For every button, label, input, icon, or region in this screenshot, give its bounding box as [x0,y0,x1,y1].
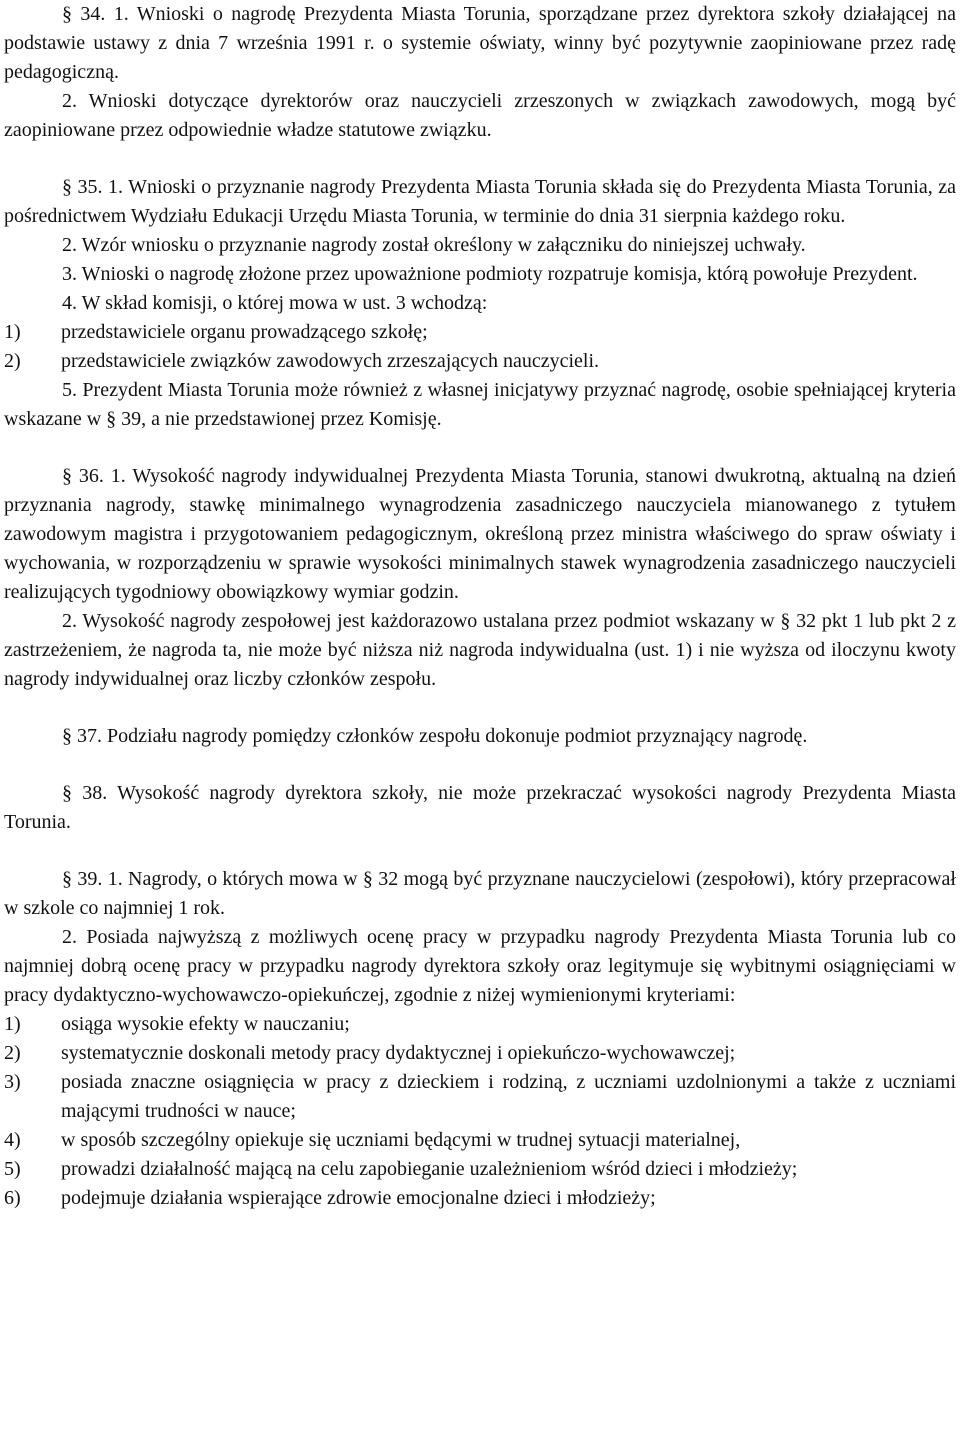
section-38 [4,779,956,837]
list-item-number: 1) [4,321,21,343]
list-item-text: przedstawiciele organu prowadzącego szkołę; [61,321,428,343]
list-item-number: 6) [4,1187,21,1209]
list-item [4,1039,956,1068]
section-gap [4,145,956,173]
paragraph: § 36. 1. Wysokość nagrody indywidualnej Prezydenta Miasta Torunia, stanowi dwukrotną, aktualną na dzień przyznania nagrody, stawkę minimalnego wynagrodzenia zasadniczego nauczyciela mianowanego z tytułem zawodowym magistra i przygotowaniem pedagogicznym, określoną przez ministra właściwego do spraw oświaty i wychowania, w rozporządzeniu w sprawie wysokości minimalnych stawek wynagrodzenia zasadniczego nauczycieli realizujących tygodniowy obowiązkowy wymiar godzin. [4,465,956,603]
paragraph: § 35. 1. Wnioski o przyznanie nagrody Prezydenta Miasta Torunia składa się do Prezydenta Miasta Torunia, za pośrednictwem Wydziału Edukacji Urzędu Miasta Torunia, w terminie do dnia 31 sierpnia każdego roku. [4,176,956,227]
list-item-number: 2) [4,1042,21,1064]
paragraph: § 39. 1. Nagrody, o których mowa w § 32 mogą być przyznane nauczycielowi (zespołowi), który przepracował w szkole co najmniej 1 rok. [4,868,956,919]
paragraph: 2. Wzór wniosku o przyznanie nagrody został określony w załączniku do niniejszej uchwały. [62,234,806,256]
list-item-text: w sposób szczególny opiekuje się uczniami będącymi w trudnej sytuacji materialnej, [61,1129,741,1151]
section-35 [4,173,956,434]
list-item-text: systematycznie doskonali metody pracy dydaktycznej i opiekuńczo-wychowawczej; [61,1042,736,1064]
document-page [4,0,956,1213]
list-item-text: przedstawiciele związków zawodowych zrzeszających nauczycieli. [61,350,600,372]
paragraph: § 34. 1. Wnioski o nagrodę Prezydenta Miasta Torunia, sporządzane przez dyrektora szkoły działającej na podstawie ustawy z dnia 7 września 1991 r. o systemie oświaty, winny być pozytywnie zaopiniowane przez radę pedagogiczną. [4,3,956,83]
list-item-text: podejmuje działania wspierające zdrowie emocjonalne dzieci i młodzieży; [61,1187,656,1209]
section-36 [4,462,956,694]
section-gap [4,837,956,865]
list-item [4,1155,956,1184]
list-item-text: osiąga wysokie efekty w nauczaniu; [61,1013,350,1035]
paragraph: 2. Posiada najwyższą z możliwych ocenę pracy w przypadku nagrody Prezydenta Miasta Torunia lub co najmniej dobrą ocenę pracy w przypadku nagrody dyrektora szkoły oraz legitymuje się wybitnymi osiągnięciami w pracy dydaktyczno-wychowawczo-opiekuńczej, zgodnie z niżej wymienionymi kryteriami: [4,926,956,1006]
paragraph: 4. W skład komisji, o której mowa w ust. 3 wchodzą: [62,292,488,314]
paragraph: 2. Wysokość nagrody zespołowej jest każdorazowo ustalana przez podmiot wskazany w § 32 pkt 1 lub pkt 2 z zastrzeżeniem, że nagroda ta, nie może być niższa niż nagroda indywidualna (ust. 1) i nie wyższa od iloczynu kwoty nagrody indywidualnej oraz liczby członków zespołu. [4,610,956,690]
paragraph: § 37. Podziału nagrody pomiędzy członków zespołu dokonuje podmiot przyznający nagrodę. [62,725,808,747]
list-item [4,1068,956,1126]
paragraph: 5. Prezydent Miasta Torunia może również z własnej inicjatywy przyznać nagrodę, osobie spełniającej kryteria wskazane w § 39, a nie przedstawionej przez Komisję. [4,379,956,430]
list-item-number: 1) [4,1013,21,1035]
section-gap [4,751,956,779]
list-item-number: 5) [4,1158,21,1180]
list-item [4,1126,956,1155]
section-37 [4,722,956,751]
list-item [4,318,956,347]
list-item-text: prowadzi działalność mającą na celu zapobieganie uzależnieniom wśród dzieci i młodzieży; [61,1158,798,1180]
section-39 [4,865,956,1213]
list-item-number: 3) [4,1071,21,1093]
list-item-number: 4) [4,1129,21,1151]
paragraph: 2. Wnioski dotyczące dyrektorów oraz nauczycieli zrzeszonych w związkach zawodowych, mogą być zaopiniowane przez odpowiednie władze statutowe związku. [4,90,956,141]
list-item-number: 2) [4,350,21,372]
section-34 [4,0,956,145]
list-item-text: posiada znaczne osiągnięcia w pracy z dzieckiem i rodziną, z uczniami uzdolnionymi a także z uczniami mającymi trudności w nauce; [61,1071,956,1122]
list-item [4,347,956,376]
list-item [4,1184,956,1213]
section-gap [4,694,956,722]
paragraph: 3. Wnioski o nagrodę złożone przez upoważnione podmioty rozpatruje komisja, którą powołuje Prezydent. [62,263,918,285]
paragraph: § 38. Wysokość nagrody dyrektora szkoły, nie może przekraczać wysokości nagrody Prezydenta Miasta Torunia. [4,782,956,833]
list-item [4,1010,956,1039]
section-gap [4,434,956,462]
